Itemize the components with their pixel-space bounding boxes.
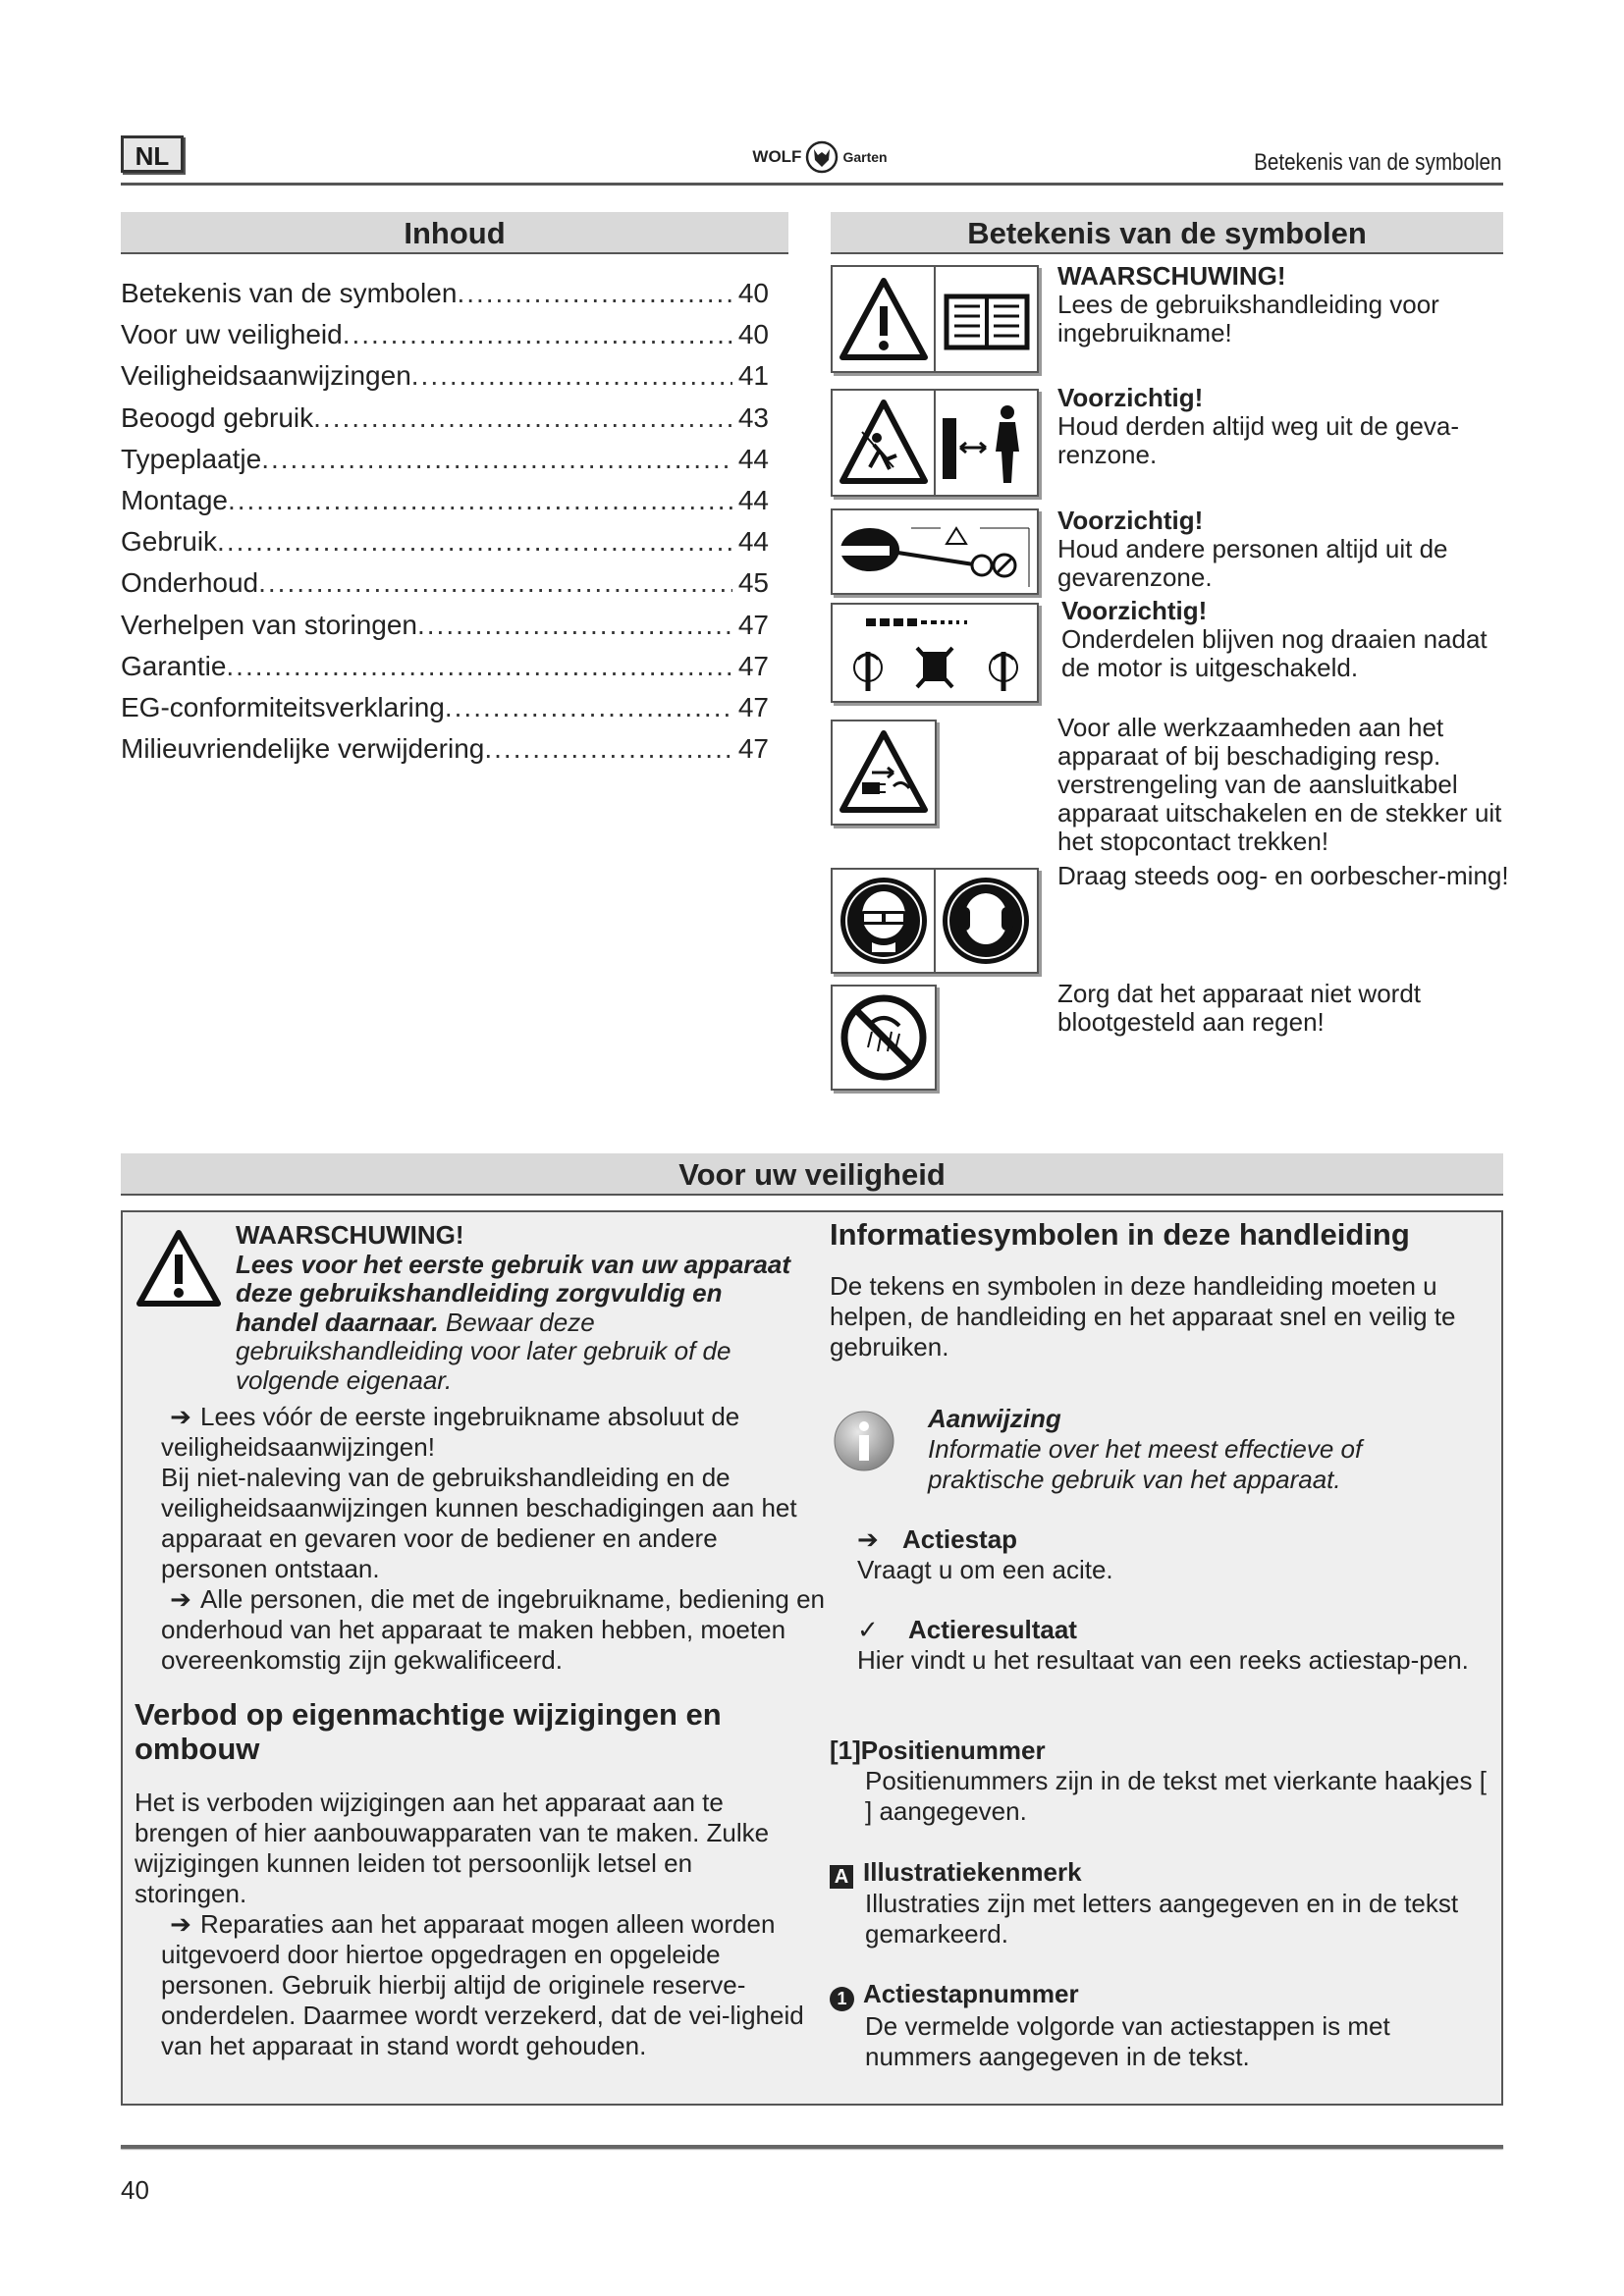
symbol-text: Onderdelen blijven nog draaien nadat de motor is uitgeschakeld. (1061, 624, 1488, 682)
action-step-block (857, 1524, 1486, 1585)
safety-left-text (135, 1402, 832, 2061)
toc-row[interactable] (121, 728, 769, 770)
toc-row[interactable] (121, 314, 769, 355)
toc-page: 45 (737, 567, 769, 599)
header-divider (121, 183, 1503, 186)
symbol-text: Voor alle werkzaamheden aan het apparaat of bij beschadiging resp. verstrengeling van de aansluitkabel apparaat uitschakelen en de stekker uit het stopcontact trekken! (1057, 713, 1502, 856)
symbol-description (1057, 384, 1509, 469)
toc-page: 40 (737, 278, 769, 308)
toc-label: Typeplaatje (121, 443, 262, 474)
toc-page: 44 (737, 443, 769, 474)
action-result-block (857, 1615, 1486, 1676)
toc-page: 47 (737, 609, 769, 640)
toc-label: Gebruik (121, 526, 218, 558)
toc-page: 40 (737, 319, 769, 350)
toc-row[interactable] (121, 273, 769, 314)
symbol-description (1057, 507, 1509, 592)
symbol-text: Houd andere personen altijd uit de gevarenzone. (1057, 534, 1448, 592)
toc-row[interactable] (121, 521, 769, 562)
symbol-description (1061, 597, 1513, 682)
step-number-block (830, 1979, 1497, 2072)
arrow-icon: ➔ (857, 1524, 879, 1554)
brand-logo (731, 133, 908, 182)
bullet-text: Alle personen, die met de ingebruikname, bediening en onderhoud van het apparaat te maken hebben, moeten overeenkomstig zijn gekwalificeerd. (161, 1584, 825, 1675)
hint-block (928, 1404, 1478, 1495)
symbols-title: Betekenis van de symbolen (831, 212, 1503, 254)
logo-wolf-text: WOLF (752, 147, 802, 166)
toc-row[interactable] (121, 646, 769, 687)
symbol-text: Zorg dat het apparaat niet wordt blootgesteld aan regen! (1057, 979, 1422, 1037)
action-result-text: Hier vindt u het resultaat van een reeks actiestap-pen. (857, 1645, 1469, 1675)
symbol-description (1057, 714, 1509, 856)
toc-row[interactable] (121, 439, 769, 480)
action-step-heading: Actiestap (902, 1524, 1018, 1554)
eye-ear-protection-icon (831, 868, 1039, 974)
symbol-text: Lees de gebruikshandleiding voor ingebruikname! (1057, 290, 1439, 347)
symbol-heading: Voorzichtig! (1057, 383, 1204, 412)
info-intro: De tekens en symbolen in deze handleiding moeten u helpen, de handleiding en het apparaat snel en veilig te gebruiken. (830, 1271, 1456, 1362)
illustration-marker-badge: A (830, 1865, 853, 1889)
toc-page: 41 (737, 360, 769, 392)
symbol-description (1057, 262, 1509, 347)
unplug-cable-icon (831, 720, 937, 826)
step-number-heading: Actiestapnummer (863, 1979, 1079, 2008)
action-step-text: Vraagt u om een acite. (857, 1555, 1113, 1584)
warning-italic-text: Bewaar deze gebruikshandleiding voor later gebruik of de volgende eigenaar. (236, 1307, 731, 1395)
warning-manual-icon (831, 265, 1039, 373)
bullet-text: Lees vóór de eerste ingebruikname absoluut de veiligheidsaanwijzingen! (161, 1402, 740, 1462)
toc-page: 44 (737, 484, 769, 515)
toc-row[interactable] (121, 480, 769, 521)
toc-row[interactable] (121, 398, 769, 439)
symbol-text: Draag steeds oog- en oorbescher-ming! (1057, 861, 1509, 890)
symbol-text: Houd derden altijd weg uit de geva-renzone. (1057, 411, 1460, 469)
rotating-parts-icon (831, 603, 1039, 703)
bullet-text: Reparaties aan het apparaat mogen alleen worden uitgevoerd door hiertoe opgedragen en opgeleide personen. Gebruik hierbij altijd de originele reserve-onderdelen. Daarmee wordt verzekerd, dat de vei-ligheid van het apparaat in stand wordt gehouden. (161, 1909, 804, 2060)
toc-row[interactable] (121, 355, 769, 397)
toc-label: Milieuvriendelijke verwijdering (121, 733, 485, 765)
toc-label: Onderhoud (121, 567, 259, 599)
symbol-description (1057, 862, 1509, 890)
toc-label: Veiligheidsaanwijzingen (121, 360, 411, 392)
symbol-heading: WAARSCHUWING! (1057, 261, 1286, 291)
toc-label: EG-conformiteitsverklaring (121, 691, 445, 722)
illustration-text: Illustraties zijn met letters aangegeven en in de tekst gemarkeerd. (865, 1889, 1459, 1949)
toc-row[interactable] (121, 687, 769, 728)
toc-label: Voor uw veiligheid (121, 319, 343, 350)
info-icon (833, 1410, 895, 1472)
wolf-head-icon (805, 140, 839, 174)
symbol-description (1057, 980, 1509, 1037)
modification-subhead: Verbod op eigenmachtige wijzigingen en ombouw (135, 1697, 722, 1766)
checkmark-icon: ✓ (857, 1615, 879, 1644)
symbol-heading: Voorzichtig! (1061, 596, 1208, 625)
toc-label: Betekenis van de symbolen (121, 278, 458, 308)
toc-page: 47 (737, 691, 769, 722)
safety-right-text (830, 1217, 1497, 1362)
toc-label: Garantie (121, 650, 227, 681)
step-number-marker-badge: 1 (830, 1987, 854, 2011)
footer-divider (121, 2145, 1503, 2149)
warning-heading: WAARSCHUWING! (236, 1220, 464, 1250)
toc-page: 43 (737, 401, 769, 433)
toc-page: 47 (737, 733, 769, 765)
toc-page: 47 (737, 650, 769, 681)
page-number: 40 (121, 2175, 149, 2205)
arrow-icon: ➔ (170, 1402, 191, 1431)
safety-title: Voor uw veiligheid (121, 1153, 1503, 1196)
illustration-heading: Illustratiekenmerk (863, 1857, 1082, 1887)
toc-title: Inhoud (121, 212, 788, 254)
position-number-block (830, 1735, 1497, 1827)
warning-bold-text: Lees voor het eerste gebruik van uw apparaat deze gebruikshandleiding zorgvuldig en handel daarnaar. (236, 1249, 790, 1337)
toc-row[interactable] (121, 605, 769, 646)
keep-distance-icon (831, 389, 1039, 497)
toc-row[interactable] (121, 562, 769, 604)
paragraph: Het is verboden wijzigingen aan het apparaat aan te brengen of hier aanbouwapparaten van te maken. Zulke wijzigingen kunnen leiden tot persoonlijk letsel en storingen. (135, 1788, 770, 1908)
trimmer-danger-zone-icon (831, 508, 1039, 595)
toc-page: 44 (737, 526, 769, 558)
position-text: Positienummers zijn in de tekst met vierkante haakjes [ ] aangegeven. (865, 1766, 1487, 1826)
language-badge: NL (121, 135, 184, 173)
action-result-heading: Actieresultaat (908, 1615, 1077, 1644)
no-rain-icon (831, 985, 937, 1091)
position-heading: [1]Positienummer (830, 1735, 1046, 1765)
header-section-title: Betekenis van de symbolen (1254, 149, 1502, 176)
arrow-icon: ➔ (170, 1909, 191, 1939)
hint-text: Informatie over het meest effectieve of praktische gebruik van het apparaat. (928, 1434, 1363, 1494)
paragraph: Bij niet-naleving van de gebruikshandleiding en de veiligheidsaanwijzingen kunnen beschadigingen aan het apparaat en gevaren voor de bediener en andere personen ontstaan. (161, 1463, 797, 1583)
arrow-icon: ➔ (170, 1584, 191, 1614)
toc-label: Verhelpen van storingen (121, 609, 417, 640)
warning-triangle-icon (134, 1227, 224, 1309)
logo-garten-text: Garten (842, 149, 888, 165)
warning-block (236, 1221, 800, 1395)
illustration-block (830, 1857, 1497, 1949)
hint-heading: Aanwijzing (928, 1404, 1061, 1433)
toc-label: Beoogd gebruik (121, 401, 314, 433)
step-number-text: De vermelde volgorde van actiestappen is met nummers aangegeven in de tekst. (865, 2011, 1390, 2071)
symbol-heading: Voorzichtig! (1057, 506, 1204, 535)
toc-label: Montage (121, 484, 228, 515)
info-symbols-heading: Informatiesymbolen in deze handleiding (830, 1217, 1410, 1252)
table-of-contents (121, 273, 769, 770)
